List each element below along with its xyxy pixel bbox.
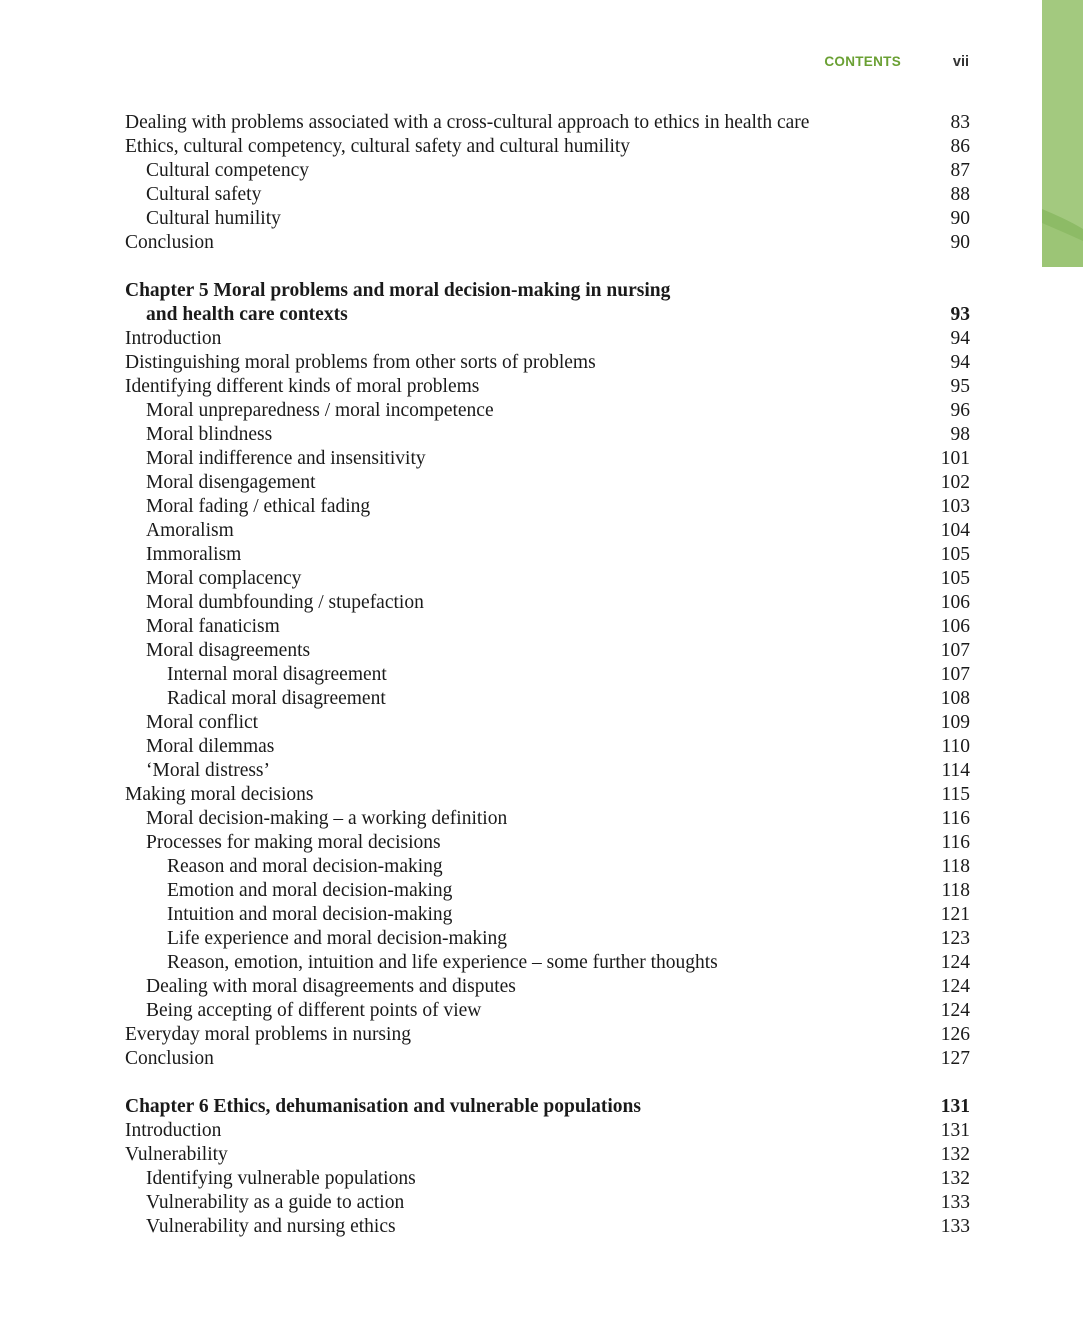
- toc-entry-page: 127: [940, 1048, 970, 1069]
- toc-entry-title: Dealing with problems associated with a cross-cultural approach to ethics in health care: [125, 112, 810, 133]
- toc-entry: [125, 975, 970, 999]
- toc-entry: [125, 159, 970, 183]
- toc-entry-page: 118: [941, 880, 970, 901]
- toc-entry-page: 121: [940, 904, 970, 925]
- toc-entry-title: Moral dumbfounding / stupefaction: [146, 592, 424, 613]
- toc-entry: [125, 1143, 970, 1167]
- toc-entry-page: 98: [950, 424, 970, 445]
- toc-entry-page: 115: [941, 784, 970, 805]
- toc-chapter-heading: [125, 303, 970, 327]
- toc-entry-page: 90: [950, 232, 970, 253]
- toc-entry-page: 133: [940, 1216, 970, 1237]
- toc-entry: [125, 1023, 970, 1047]
- toc-entry: [125, 663, 970, 687]
- page-number: vii: [952, 54, 969, 70]
- toc-entry-title: Everyday moral problems in nursing: [125, 1024, 411, 1045]
- toc-entry-title: Making moral decisions: [125, 784, 314, 805]
- toc-entry-page: 124: [940, 1000, 970, 1021]
- toc-entry-title: Cultural humility: [146, 208, 281, 229]
- toc-entry-page: 90: [950, 208, 970, 229]
- toc-entry: [125, 423, 970, 447]
- toc-entry-page: 126: [940, 1024, 970, 1045]
- toc-entry-title: Ethics, cultural competency, cultural safety and cultural humility: [125, 136, 631, 157]
- toc-entry-title: Chapter 5 Moral problems and moral decision-making in nursing: [125, 280, 671, 301]
- toc-entry-page: 116: [941, 808, 970, 829]
- toc-entry-page: 94: [950, 328, 970, 349]
- table-of-contents: [125, 111, 970, 1239]
- toc-entry: [125, 879, 970, 903]
- toc-entry-page: 105: [940, 544, 970, 565]
- toc-entry-title: Moral indifference and insensitivity: [146, 448, 426, 469]
- toc-entry: [125, 639, 970, 663]
- toc-entry-title: Moral blindness: [146, 424, 273, 445]
- toc-entry: [125, 375, 970, 399]
- toc-entry-title: Vulnerability as a guide to action: [146, 1192, 405, 1213]
- toc-entry-page: 124: [940, 976, 970, 997]
- toc-entry-page: 116: [941, 832, 970, 853]
- toc-entry-title: Distinguishing moral problems from other sorts of problems: [125, 352, 596, 373]
- toc-entry-page: 106: [940, 592, 970, 613]
- toc-entry-page: 132: [940, 1168, 970, 1189]
- toc-entry-title: Cultural safety: [146, 184, 262, 205]
- toc-entry-title: Moral conflict: [146, 712, 259, 733]
- toc-entry: [125, 615, 970, 639]
- toc-entry-page: 105: [940, 568, 970, 589]
- toc-entry: [125, 183, 970, 207]
- toc-entry-page: 103: [940, 496, 970, 517]
- toc-entry-title: Radical moral disagreement: [167, 688, 386, 709]
- toc-entry-title: Identifying different kinds of moral problems: [125, 376, 480, 397]
- toc-entry-title: Identifying vulnerable populations: [146, 1168, 416, 1189]
- toc-entry: [125, 759, 970, 783]
- toc-entry: [125, 999, 970, 1023]
- toc-entry: [125, 351, 970, 375]
- toc-entry-page: 109: [940, 712, 970, 733]
- toc-entry-page: 123: [940, 928, 970, 949]
- toc-entry: [125, 1119, 970, 1143]
- toc-entry-page: 124: [940, 952, 970, 973]
- toc-entry: [125, 855, 970, 879]
- toc-chapter-heading: [125, 279, 970, 303]
- toc-entry-title: Cultural competency: [146, 160, 309, 181]
- toc-entry-page: 107: [940, 640, 970, 661]
- toc-entry-title: Reason and moral decision-making: [167, 856, 443, 877]
- toc-entry-title: Emotion and moral decision-making: [167, 880, 453, 901]
- toc-entry-title: Moral disagreements: [146, 640, 311, 661]
- toc-entry: [125, 927, 970, 951]
- swoosh-decoration: [1042, 207, 1083, 267]
- toc-entry-title: Amoralism: [146, 520, 234, 541]
- toc-entry-title: and health care contexts: [146, 304, 348, 325]
- toc-entry-page: 107: [940, 664, 970, 685]
- toc-entry: [125, 207, 970, 231]
- toc-entry-page: 114: [941, 760, 970, 781]
- toc-entry-page: 108: [940, 688, 970, 709]
- toc-entry-title: Moral complacency: [146, 568, 302, 589]
- toc-entry: [125, 951, 970, 975]
- toc-entry-title: Moral unpreparedness / moral incompetence: [146, 400, 494, 421]
- toc-entry-title: Internal moral disagreement: [167, 664, 387, 685]
- toc-entry: [125, 807, 970, 831]
- toc-entry: [125, 1191, 970, 1215]
- toc-chapter-heading: [125, 1095, 970, 1119]
- toc-entry-title: Processes for making moral decisions: [146, 832, 441, 853]
- toc-entry-page: 131: [940, 1120, 970, 1141]
- toc-entry-title: Moral disengagement: [146, 472, 316, 493]
- toc-entry-title: Conclusion: [125, 1048, 214, 1069]
- toc-entry: [125, 687, 970, 711]
- running-header: [0, 52, 1083, 76]
- toc-entry-page: 83: [950, 112, 970, 133]
- toc-entry-page: 86: [950, 136, 970, 157]
- toc-entry-title: Immoralism: [146, 544, 242, 565]
- toc-entry: [125, 903, 970, 927]
- green-side-tab: [1042, 0, 1083, 267]
- toc-entry: [125, 711, 970, 735]
- toc-entry: [125, 399, 970, 423]
- toc-entry-title: Dealing with moral disagreements and disputes: [146, 976, 516, 997]
- toc-entry-page: 87: [950, 160, 970, 181]
- toc-entry-title: Moral decision-making – a working definition: [146, 808, 508, 829]
- toc-entry-page: 110: [941, 736, 970, 757]
- toc-entry: [125, 519, 970, 543]
- toc-entry-page: 88: [950, 184, 970, 205]
- toc-entry-title: Moral dilemmas: [146, 736, 275, 757]
- toc-entry-page: 102: [940, 472, 970, 493]
- toc-entry-page: 101: [940, 448, 970, 469]
- toc-entry: [125, 1167, 970, 1191]
- toc-entry: [125, 495, 970, 519]
- toc-entry: [125, 231, 970, 255]
- toc-entry-title: Intuition and moral decision-making: [167, 904, 453, 925]
- toc-entry-title: Conclusion: [125, 232, 214, 253]
- toc-entry: [125, 135, 970, 159]
- toc-entry-title: Vulnerability: [125, 1144, 228, 1165]
- toc-entry-page: 106: [940, 616, 970, 637]
- toc-entry: [125, 543, 970, 567]
- toc-entry-title: Reason, emotion, intuition and life experience – some further thoughts: [167, 952, 718, 973]
- toc-entry: [125, 1047, 970, 1071]
- toc-entry: [125, 327, 970, 351]
- toc-entry: [125, 111, 970, 135]
- toc-entry: [125, 831, 970, 855]
- toc-entry-page: 93: [950, 304, 970, 325]
- toc-entry-page: 95: [950, 376, 970, 397]
- toc-entry-page: 104: [940, 520, 970, 541]
- toc-entry-title: Vulnerability and nursing ethics: [146, 1216, 396, 1237]
- toc-entry-page: 131: [940, 1096, 970, 1117]
- toc-entry: [125, 471, 970, 495]
- section-label: CONTENTS: [824, 54, 901, 69]
- toc-entry: [125, 1215, 970, 1239]
- toc-entry-page: 133: [940, 1192, 970, 1213]
- toc-entry-title: Introduction: [125, 1120, 222, 1141]
- toc-entry-title: Chapter 6 Ethics, dehumanisation and vulnerable populations: [125, 1096, 641, 1117]
- toc-entry: [125, 735, 970, 759]
- toc-entry: [125, 447, 970, 471]
- toc-entry: [125, 783, 970, 807]
- toc-entry-page: 132: [940, 1144, 970, 1165]
- toc-entry-page: 96: [950, 400, 970, 421]
- toc-entry-title: ‘Moral distress’: [146, 760, 271, 781]
- toc-entry-page: 118: [941, 856, 970, 877]
- toc-entry-page: 94: [950, 352, 970, 373]
- toc-entry-title: Moral fanaticism: [146, 616, 280, 637]
- toc-entry-title: Introduction: [125, 328, 222, 349]
- toc-entry: [125, 567, 970, 591]
- toc-entry-title: Life experience and moral decision-making: [167, 928, 508, 949]
- toc-entry-title: Being accepting of different points of view: [146, 1000, 482, 1021]
- toc-entry: [125, 591, 970, 615]
- toc-entry-title: Moral fading / ethical fading: [146, 496, 371, 517]
